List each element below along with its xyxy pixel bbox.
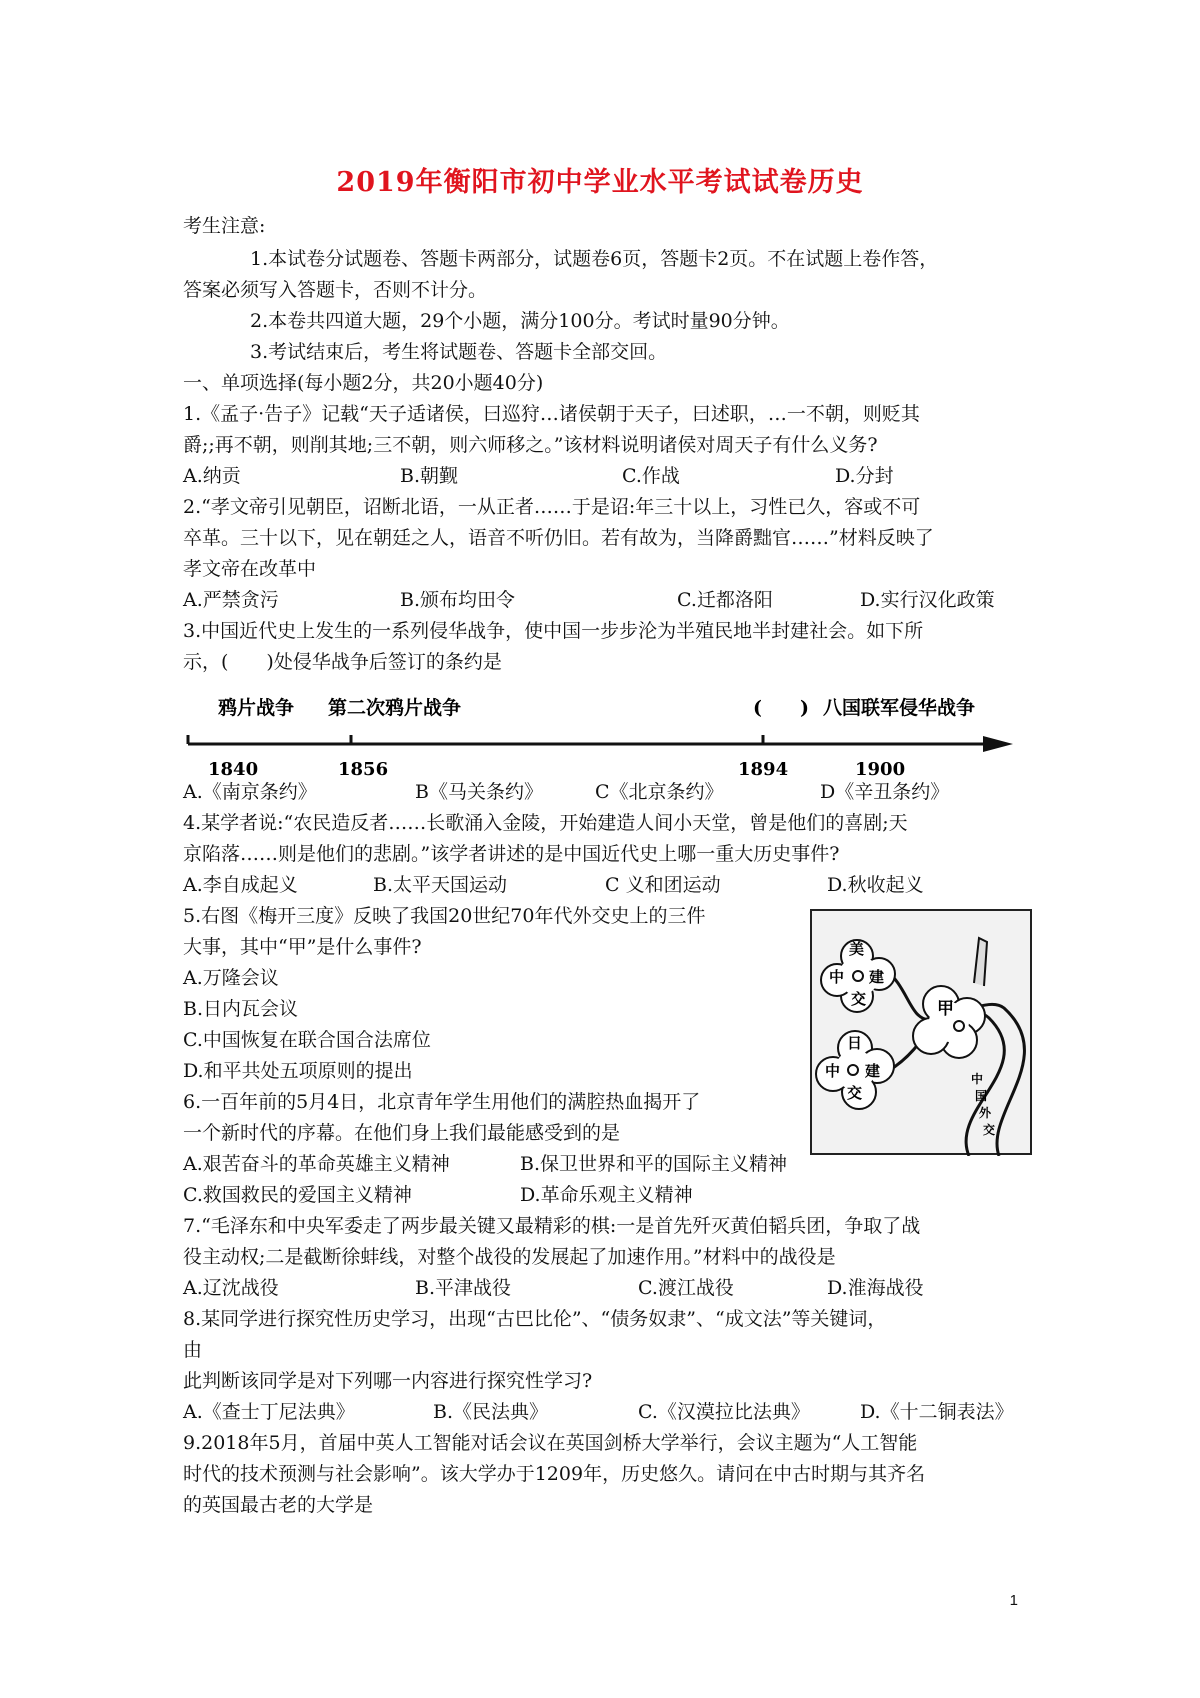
option-a: A.辽沈战役 xyxy=(183,1277,279,1299)
option-b: B.颁布均田令 xyxy=(400,589,516,611)
question-line: 由 xyxy=(183,1339,203,1361)
option-c: C《北京条约》 xyxy=(595,781,724,803)
svg-text:中: 中 xyxy=(825,1062,841,1080)
option-a: A.万隆会议 xyxy=(183,967,279,989)
svg-text:中: 中 xyxy=(971,1072,984,1086)
option-d: D.革命乐观主义精神 xyxy=(520,1184,693,1206)
question-line: 的英国最古老的大学是 xyxy=(183,1494,374,1516)
option-d: D.淮海战役 xyxy=(827,1277,924,1299)
question-line: 8.某同学进行探究性历史学习，出现“古巴比伦”、“债务奴隶”、“成文法”等关键词， xyxy=(183,1308,887,1330)
question-line: 一个新时代的序幕。在他们身上我们最能感受到的是 xyxy=(183,1122,621,1144)
question-line: 此判断该同学是对下列哪一内容进行探究性学习? xyxy=(183,1370,593,1392)
timeline-year: 1894 xyxy=(738,759,789,780)
option-b: B.平津战役 xyxy=(415,1277,512,1299)
timeline-event: ( ) xyxy=(753,697,809,719)
option-b: B.朝觐 xyxy=(400,465,459,487)
option-b: B.《民法典》 xyxy=(433,1401,549,1423)
option-b: B《马关条约》 xyxy=(415,781,543,803)
timeline-year: 1900 xyxy=(855,759,906,780)
question-line: 卒革。三十以下，见在朝廷之人，语音不听仍旧。若有故为，当降爵黜官……”材料反映了 xyxy=(183,527,934,549)
timeline-event: 第二次鸦片战争 xyxy=(328,697,462,719)
question-line: 6.一百年前的5月4日，北京青年学生用他们的满腔热血揭开了 xyxy=(183,1091,701,1113)
notice-heading: 考生注意: xyxy=(183,215,266,237)
question-line: 爵;;再不朝，则削其地;三不朝，则六师移之。”该材料说明诸侯对周天子有什么义务? xyxy=(183,434,878,456)
option-a: A.艰苦奋斗的革命英雄主义精神 xyxy=(183,1153,450,1175)
question-line: 大事，其中“甲”是什么事件? xyxy=(183,936,422,958)
question-line: 役主动权;二是截断徐蚌线，对整个战役的发展起了加速作用。”材料中的战役是 xyxy=(183,1246,836,1268)
question-line: 时代的技术预测与社会影响”。该大学办于1209年，历史悠久。请问在中古时期与其齐名 xyxy=(183,1463,926,1485)
option-b: B.太平天国运动 xyxy=(373,874,508,896)
option-d: D.《十二铜表法》 xyxy=(860,1401,1014,1423)
exam-title: 2019年衡阳市初中学业水平考试试卷历史 xyxy=(336,167,864,198)
timeline-event: 鸦片战争 xyxy=(218,697,295,719)
option-a: A.李自成起义 xyxy=(183,874,298,896)
option-d: D.秋收起义 xyxy=(827,874,924,896)
question-line: 2.“孝文帝引见朝臣，诏断北语，一从正者……于是诏:年三十以上，习性已久，容或不可 xyxy=(183,496,921,518)
option-c: C.《汉漠拉比法典》 xyxy=(638,1401,810,1423)
timeline-arrow-icon xyxy=(983,736,1013,752)
section-heading: 一、单项选择(每小题2分，共20小题40分) xyxy=(183,372,544,394)
svg-text:建: 建 xyxy=(869,968,885,986)
question-line: 3.中国近代史上发生的一系列侵华战争，使中国一步步沦为半殖民地半封建社会。如下所 xyxy=(183,620,924,642)
option-b: B.日内瓦会议 xyxy=(183,998,299,1020)
option-a: A.《南京条约》 xyxy=(183,781,317,803)
svg-text:外: 外 xyxy=(979,1106,992,1120)
option-c: C.作战 xyxy=(622,465,680,487)
svg-text:建: 建 xyxy=(865,1062,881,1080)
notice-line: 3.考试结束后，考生将试题卷、答题卡全部交回。 xyxy=(250,341,668,363)
question-line: 5.右图《梅开三度》反映了我国20世纪70年代外交史上的三件 xyxy=(183,905,706,927)
option-d: D《辛丑条约》 xyxy=(820,781,950,803)
timeline-year: 1840 xyxy=(208,759,259,780)
question-line: 示，( )处侵华战争后签订的条约是 xyxy=(183,651,502,673)
svg-text:中: 中 xyxy=(829,968,845,986)
svg-text:交: 交 xyxy=(983,1123,996,1137)
option-c: C.迁都洛阳 xyxy=(677,589,773,611)
question-line: 京陷落……则是他们的悲剧。”该学者讲述的是中国近代史上哪一重大历史事件? xyxy=(183,843,840,865)
question-line: 孝文帝在改革中 xyxy=(183,558,317,580)
option-d: D.分封 xyxy=(835,465,894,487)
timeline-year: 1856 xyxy=(338,759,389,780)
page-number: 1 xyxy=(1009,1592,1018,1609)
question-line: 9.2018年5月，首届中英人工智能对话会议在英国剑桥大学举行，会议主题为“人工智能 xyxy=(183,1432,918,1454)
question-line: 4.某学者说:“农民造反者……长歌涌入金陵，开始建造人间小天堂，曾是他们的喜剧;天 xyxy=(183,812,908,834)
svg-text:美: 美 xyxy=(849,940,865,958)
option-c: C.渡江战役 xyxy=(638,1277,734,1299)
notice-line: 2.本卷共四道大题，29个小题，满分100分。考试时量90分钟。 xyxy=(250,310,790,332)
question-line: 1.《孟子·告子》记载“天子适诸侯，曰巡狩…诸侯朝于天子，曰述职，…一不朝，则贬其 xyxy=(183,403,920,425)
plum-blossom-figure xyxy=(809,908,1033,1156)
svg-text:甲: 甲 xyxy=(937,999,954,1019)
option-a: A.《查士丁尼法典》 xyxy=(183,1401,355,1423)
option-c: C.中国恢复在联合国合法席位 xyxy=(183,1029,431,1051)
notice-line: 答案必须写入答题卡，否则不计分。 xyxy=(183,279,488,301)
question-line: 7.“毛泽东和中央军委走了两步最关键又最精彩的棋:一是首先歼灭黄伯韬兵团，争取了战 xyxy=(183,1215,921,1237)
option-d: D.和平共处五项原则的提出 xyxy=(183,1060,413,1082)
timeline-figure xyxy=(183,688,1023,788)
option-a: A.严禁贪污 xyxy=(183,589,279,611)
option-a: A.纳贡 xyxy=(183,465,241,487)
svg-text:日: 日 xyxy=(847,1034,863,1052)
timeline-event: 八国联军侵华战争 xyxy=(823,697,976,719)
option-b: B.保卫世界和平的国际主义精神 xyxy=(520,1153,788,1175)
option-d: D.实行汉化政策 xyxy=(860,589,995,611)
option-c: C.救国救民的爱国主义精神 xyxy=(183,1184,412,1206)
svg-text:交: 交 xyxy=(851,990,867,1008)
svg-text:交: 交 xyxy=(847,1084,863,1102)
option-c: C 义和团运动 xyxy=(605,874,721,896)
svg-text:国: 国 xyxy=(975,1089,988,1103)
notice-line: 1.本试卷分试题卷、答题卡两部分，试题卷6页，答题卡2页。不在试题上卷作答， xyxy=(250,248,939,270)
